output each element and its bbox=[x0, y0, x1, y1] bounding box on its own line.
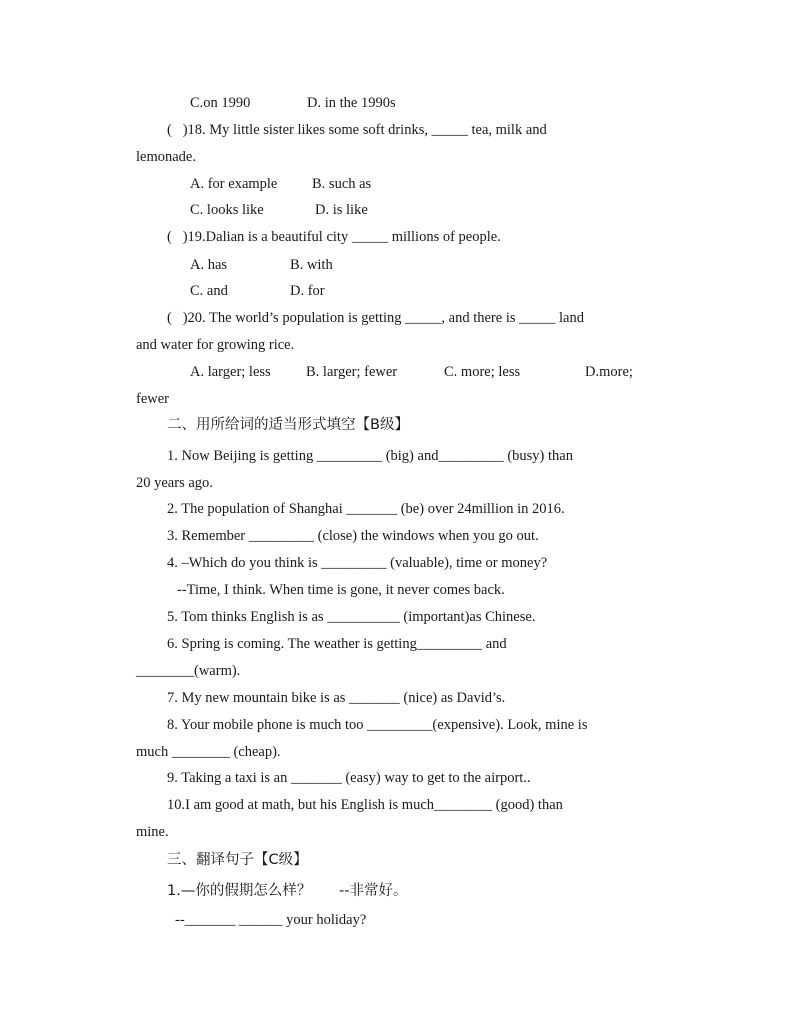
q18-stem-cont: lemonade. bbox=[136, 149, 196, 165]
q17-option-d: D. in the 1990s bbox=[307, 95, 396, 111]
q18-stem: ( )18. My little sister likes some soft drinks, _____ tea, milk and bbox=[167, 122, 547, 138]
q18-option-b: B. such as bbox=[312, 176, 372, 192]
s2-item-10: 10.I am good at math, but his English is much________ (good) than bbox=[167, 797, 563, 813]
q20-option-d-cont: fewer bbox=[136, 391, 170, 407]
s2-item-2: 2. The population of Shanghai _______ (be) over 24million in 2016. bbox=[167, 501, 565, 517]
s2-item-4: 4. –Which do you think is _________ (valuable), time or money? bbox=[167, 555, 548, 571]
section3-heading: 三、翻译句子【C级】 bbox=[167, 852, 308, 868]
q20-stem-cont: and water for growing rice. bbox=[136, 337, 295, 353]
q19-option-b: B. with bbox=[290, 257, 333, 273]
q17-option-c: C.on 1990 bbox=[190, 95, 251, 111]
s2-item-3: 3. Remember _________ (close) the windows when you go out. bbox=[167, 528, 539, 544]
s2-item-7: 7. My new mountain bike is as _______ (nice) as David’s. bbox=[167, 690, 506, 706]
q19-stem: ( )19.Dalian is a beautiful city _____ millions of people. bbox=[167, 229, 501, 245]
s2-item-6: 6. Spring is coming. The weather is getting_________ and bbox=[167, 636, 507, 652]
q20-stem: ( )20. The world’s population is getting _____, and there is _____ land bbox=[167, 310, 584, 326]
q19-option-a: A. has bbox=[190, 257, 228, 273]
s2-item-4-cont: --Time, I think. When time is gone, it never comes back. bbox=[177, 582, 505, 598]
section2-heading: 二、用所给词的适当形式填空【B级】 bbox=[167, 417, 409, 433]
q18-option-c: C. looks like bbox=[190, 202, 264, 218]
s3-item-1-english: --_______ ______ your holiday? bbox=[175, 912, 367, 928]
s2-item-9: 9. Taking a taxi is an _______ (easy) way to get to the airport.. bbox=[167, 770, 531, 786]
s3-item-1-chinese: 1.—你的假期怎么样？ --非常好。 bbox=[167, 883, 408, 899]
s2-item-1-cont: 20 years ago. bbox=[136, 475, 213, 491]
q19-option-c: C. and bbox=[190, 283, 228, 299]
s2-item-8: 8. Your mobile phone is much too _________(expensive). Look, mine is bbox=[167, 717, 588, 733]
q18-option-a: A. for example bbox=[190, 176, 278, 192]
q20-option-b: B. larger; fewer bbox=[306, 364, 398, 380]
q18-option-d: D. is like bbox=[315, 202, 368, 218]
q20-option-d: D.more; bbox=[585, 364, 633, 380]
s2-item-5: 5. Tom thinks English is as __________ (important)as Chinese. bbox=[167, 609, 536, 625]
s2-item-1: 1. Now Beijing is getting _________ (big) and_________ (busy) than bbox=[167, 448, 573, 464]
q19-option-d: D. for bbox=[290, 283, 325, 299]
s2-item-8-cont: much ________ (cheap). bbox=[136, 744, 281, 760]
s2-item-6-cont: ________(warm). bbox=[136, 663, 241, 679]
q20-option-c: C. more; less bbox=[444, 364, 521, 380]
q20-option-a: A. larger; less bbox=[190, 364, 271, 380]
s2-item-10-cont: mine. bbox=[136, 824, 169, 840]
